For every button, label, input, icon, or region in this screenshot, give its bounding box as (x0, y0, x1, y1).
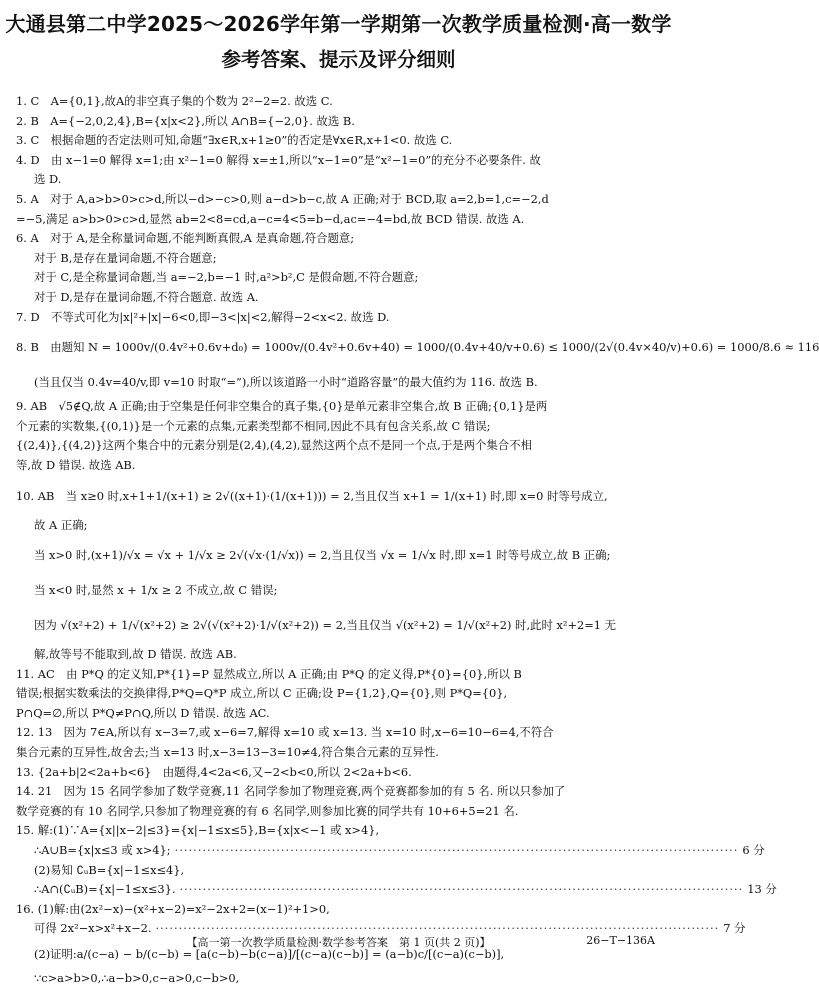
answer-line: 1. C A={0,1},故A的非空真子集的个数为 2²−2=2. 故选 C. (16, 94, 333, 108)
answer-line-text: 可得 2x²−x>x²+x−2. (34, 921, 152, 936)
answer-line: 因为 √(x²+2) + 1/√(x²+2) ≥ 2√(√(x²+2)·1/√(x²+2)) = 2,当且仅当 √(x²+2) = 1/√(x²+2) 时,此时 x²+2=1 无 (34, 618, 617, 633)
answer-line: 8. B 由题知 N = 1000v/(0.4v²+0.6v+d₀) = 1000v/(0.4v²+0.6v+40) = 1000/(0.4v+40/v+0.6) ≤ 1000/(2√(0.4v×40/v)+0.6) = 1000/8.6 ≈ 116 (16, 340, 819, 355)
answer-line: 6. A 对于 A,是全称量词命题,不能判断真假,A 是真命题,符合题意; (16, 231, 355, 246)
answer-line: 集合元素的互异性,故舍去;当 x=13 时,x−3=13−3=10≠4,符合集合元素的互异性. (16, 745, 439, 760)
footer-code: 26−T−136A (586, 934, 655, 947)
answer-line: 11. AC 由 P*Q 的定义知,P*{1}=P 显然成立,所以 A 正确;由 P*Q 的定义得,P*{0}={0},所以 B (16, 666, 522, 681)
answer-line: 16. (1)解:由(2x²−x)−(x²+x−2)=x²−2x+2=(x−1)²+1>0, (16, 901, 330, 916)
answer-line: 10. AB 当 x≥0 时,x+1+1/(x+1) ≥ 2√((x+1)·(1/(x+1))) = 2,当且仅当 x+1 = 1/(x+1) 时,即 x=0 时等号成立, (16, 488, 608, 503)
dot-leader (175, 841, 739, 861)
answer-line (16, 841, 765, 861)
answer-line: 当 x>0 时,(x+1)/√x = √x + 1/√x ≥ 2√(√x·(1/√x)) = 2,当且仅当 √x = 1/√x 时,即 x=1 时等号成立,故 B 正确; (34, 548, 611, 563)
answer-line: 12. 13 因为 7∈A,所以有 x−3=7,或 x−6=7,解得 x=10 或 x=13. 当 x=10 时,x−6=10−6=4,不符合 (16, 725, 554, 740)
answer-line: 13. {2a+b|2<2a+b<6} 由题得,4<2a<6,又−2<b<0,所以 2<2a+b<6. (16, 764, 412, 779)
score-label: 13 分 (747, 882, 777, 897)
answer-line (16, 880, 777, 900)
answer-line: P∩Q=∅,所以 P*Q≠P∩Q,所以 D 错误. 故选 AC. (16, 705, 270, 720)
answer-line-text: ∴A∪B={x|x≤3 或 x>4}; (34, 843, 171, 858)
page-title: 大通县第二中学2025～2026学年第一学期第一次教学质量检测·高一数学 (5, 12, 672, 36)
answer-body (16, 92, 819, 989)
score-label: 6 分 (742, 843, 765, 858)
answer-line: 15. 解:(1)∵A={x||x−2|≤3}={x|−1≤x≤5},B={x|x<−1 或 x>4}, (16, 823, 380, 838)
score-label: 7 分 (723, 921, 746, 936)
answer-line: 3. C 根据命题的否定法则可知,命题“∃x∈R,x+1≥0”的否定是∀x∈R,x+1<0. 故选 C. (16, 133, 453, 148)
answer-line: (2)证明:a/(c−a) − b/(c−b) = [a(c−b)−b(c−a)]/[(c−a)(c−b)] = (a−b)c/[(c−a)(c−b)], (34, 947, 505, 961)
answer-line: =−5,满足 a>b>0>c>d,显然 ab=2<8=cd,a−c=4<5=b−d,ac=−4=bd,故 BCD 错误. 故选 A. (16, 211, 525, 226)
answer-line: 数学竞赛的有 10 名同学,只参加了物理竞赛的有 6 名同学,则参加比赛的同学共有 10+6+5=21 名. (16, 803, 519, 818)
answer-line: (当且仅当 0.4v=40/v,即 v=10 时取“=”),所以该道路一小时“道路容量”的最大值约为 116. 故选 B. (34, 375, 538, 390)
answer-line: 对于 D,是存在量词命题,不符合题意. 故选 A. (34, 289, 259, 304)
answer-line: 当 x<0 时,显然 x + 1/x ≥ 2 不成立,故 C 错误; (34, 583, 278, 598)
answer-line: 解,故等号不能取到,故 D 错误. 故选 AB. (34, 647, 237, 662)
answer-line: (2)易知 ∁ᵤB={x|−1≤x≤4}, (34, 862, 185, 877)
answer-line: 故 A 正确; (34, 517, 88, 532)
answer-line: {(2,4)},{(4,2)}这两个集合中的元素分别是(2,4),(4,2),显然这两个点不是同一个点,于是两个集合不相 (16, 438, 532, 453)
answer-line: 对于 C,是全称量词命题,当 a=−2,b=−1 时,a²>b²,C 是假命题,不符合题意; (34, 270, 419, 285)
answer-line: 等,故 D 错误. 故选 AB. (16, 457, 136, 472)
answer-line: 2. B A={−2,0,2,4},B={x|x<2},所以 A∩B={−2,0}. 故选 B. (16, 113, 355, 128)
footer-page-label: 【高一第一次教学质量检测·数学参考答案 第 1 页(共 2 页)】 (186, 936, 491, 949)
page-subtitle: 参考答案、提示及评分细则 (221, 48, 456, 71)
answer-line-text: ∴A∩(∁ᵤB)={x|−1≤x≤3}. (34, 882, 176, 897)
answer-line: 7. D 不等式可化为|x|²+|x|−6<0,即−3<|x|<2,解得−2<x<2. 故选 D. (16, 309, 390, 324)
answer-line: 对于 B,是存在量词命题,不符合题意; (34, 250, 217, 265)
answer-line: 9. AB √5∉Q,故 A 正确;由于空集是任何非空集合的真子集,{0}是单元素非空集合,故 B 正确;{0,1}是两 (16, 399, 548, 414)
answer-line: 5. A 对于 A,a>b>0>c>d,所以−d>−c>0,则 a−d>b−c,故 A 正确;对于 BCD,取 a=2,b=1,c=−2,d (16, 191, 549, 206)
answer-line: 选 D. (34, 172, 62, 187)
answer-line: 个元素的实数集,{(0,1)}是一个元素的点集,元素类型都不相同,因此不具有包含关系,故 C 错误; (16, 418, 491, 433)
answer-line: ∵c>a>b>0,∴a−b>0,c−a>0,c−b>0, (34, 971, 240, 985)
answer-line: 4. D 由 x−1=0 解得 x=1;由 x²−1=0 解得 x=±1,所以“x−1=0”是“x²−1=0”的充分不必要条件. 故 (16, 152, 541, 167)
dot-leader (180, 880, 744, 900)
answer-line: 14. 21 因为 15 名同学参加了数学竞赛,11 名同学参加了物理竞赛,两个竞赛都参加的有 5 名. 所以只参加了 (16, 784, 566, 799)
answer-line: 错误;根据实数乘法的交换律得,P*Q=Q*P 成立,所以 C 正确;设 P={1,2},Q={0},则 P*Q={0}, (16, 686, 508, 701)
